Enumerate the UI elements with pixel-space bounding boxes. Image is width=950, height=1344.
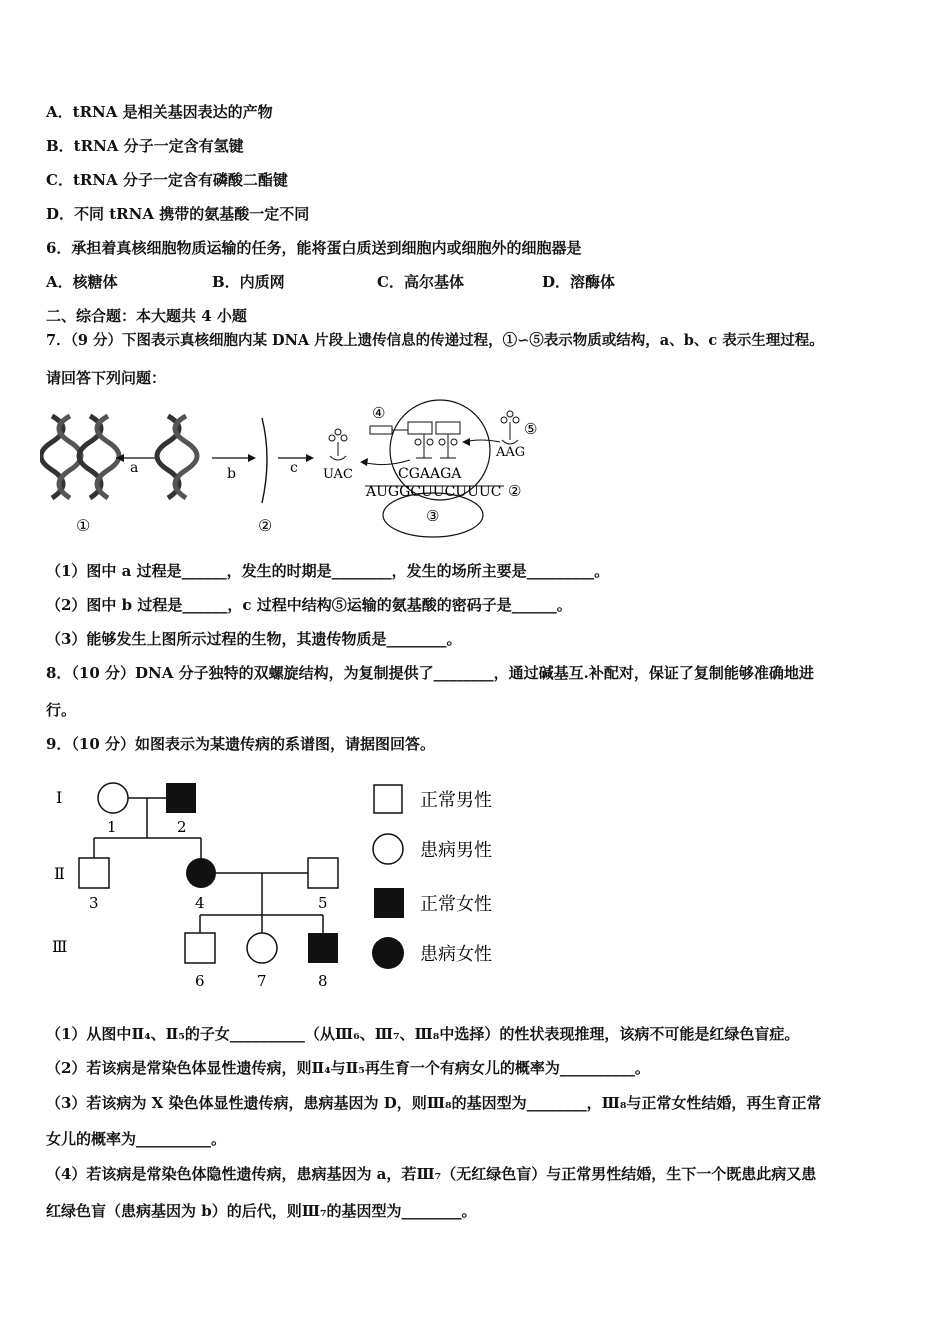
pedigree-individual-5 [308,858,338,888]
pedigree-individual-3 [79,858,109,888]
legend-affected-female-symbol [372,937,404,969]
pedigree-individual-1 [98,783,128,813]
trna-ribosome-1 [415,434,433,458]
trna-right [501,411,519,444]
legend-normal-female-symbol [374,888,404,918]
q7-transcription-translation-figure [40,398,560,543]
section2-heading: 二、综合题：本大题共 4 小题 [46,307,247,325]
q9-pedigree-chart [46,770,526,1000]
q5-option-c: C．tRNA 分子一定含有磷酸二酯键 [46,171,288,189]
trna-left [329,429,347,460]
legend-normal-male-symbol [374,785,402,813]
q5-option-a: A．tRNA 是相关基因表达的产物 [46,103,273,121]
label-a: a [130,460,139,476]
label-num1: ① [76,516,91,535]
trna-ribosome-2 [439,434,457,458]
q6-option-d: D．溶酶体 [542,273,616,291]
id-4: 4 [195,894,205,912]
id-6: 6 [195,972,205,990]
id-8: 8 [318,972,328,990]
q5-option-d: D．不同 tRNA 携带的氨基酸一定不同 [46,205,310,223]
gen-label-3: Ⅲ [52,937,68,956]
label-num2: ② [258,516,273,535]
legend-normal-male: 正常男性 [420,790,492,811]
dna-helix-2 [79,416,119,498]
pedigree-individual-6 [185,933,215,963]
q9-sub1: （1）从图中Ⅱ₄、Ⅱ₅的子女__________（从Ⅲ₆、Ⅲ₇、Ⅲ₈中选择）的性状表现推理，该病不可能是红绿色盲症。 [46,1025,800,1043]
pedigree-individual-8 [308,933,338,963]
q8-line2: 行。 [46,701,77,719]
label-b: b [227,466,236,482]
legend-normal-female: 正常女性 [420,894,492,915]
q7-stem-line2: 请回答下列问题： [46,369,167,387]
label-num3: ③ [426,507,440,525]
q7-stem-line1: 7．（9 分）下图表示真核细胞内某 DNA 片段上遗传信息的传递过程，①∽⑤表示物质或结构，a、b、c 表示生理过程。 [46,332,824,349]
q7-sub3: （3）能够发生上图所示过程的生物，其遗传物质是________。 [46,630,462,648]
id-1: 1 [107,818,117,836]
anticodon-left: UAC [323,467,353,482]
q9-sub3-line1: （3）若该病为 X 染色体显性遗传病，患病基因为 D，则Ⅲ₈的基因型为________，Ⅲ₈与正常女性结婚，再生育正常 [46,1094,822,1112]
legend-affected-male-symbol [373,834,403,864]
q7-sub2: （2）图中 b 过程是______，c 过程中结构⑤运输的氨基酸的密码子是______。 [46,596,572,614]
q8-line1: 8．（10 分）DNA 分子独特的双螺旋结构，为复制提供了________，通过碱基互.补配对，保证了复制能够准确地进 [46,664,814,682]
q6-option-c: C．高尔基体 [377,273,464,291]
gen-label-2: Ⅱ [54,864,65,883]
id-5: 5 [318,894,328,912]
q9-stem: 9．（10 分）如图表示为某遗传病的系谱图，请据图回答。 [46,735,436,753]
gen-label-1: Ⅰ [56,788,63,807]
ribosome-anticodons: CGAAGA [398,466,462,482]
q6-stem: 6．承担着真核细胞物质运输的任务，能将蛋白质送到细胞内或细胞外的细胞器是 [46,239,582,257]
legend-affected-female: 患病女性 [420,944,492,965]
q9-sub3-line2: 女儿的概率为__________。 [46,1130,227,1148]
q6-option-a: A．核糖体 [46,273,118,291]
label-num2-side: ② [508,482,522,500]
q7-sub1: （1）图中 a 过程是______，发生的时期是________，发生的场所主要是_________。 [46,562,610,580]
pedigree-individual-4 [186,858,216,888]
pedigree-individual-2 [166,783,196,813]
label-num5: ⑤ [524,420,538,438]
id-3: 3 [89,894,99,912]
dna-helix-1 [41,416,81,498]
pedigree-individual-7 [247,933,277,963]
id-7: 7 [257,972,267,990]
q5-option-b: B．tRNA 分子一定含有氢键 [46,137,244,155]
polypeptide-chain [370,426,392,434]
id-2: 2 [177,818,187,836]
legend-affected-male: 患病男性 [420,840,492,861]
label-c: c [290,460,298,476]
q9-sub2: （2）若该病是常染色体显性遗传病，则Ⅱ₄与Ⅱ₅再生育一个有病女儿的概率为__________。 [46,1059,650,1077]
dna-helix-3 [157,416,197,498]
q6-option-b: B．内质网 [212,273,285,291]
mrna-sequence: AUGGCUUCUUUC [366,484,502,500]
q9-sub4-line2: 红绿色盲（患病基因为 b）的后代，则Ⅲ₇的基因型为________。 [46,1202,477,1220]
label-num4: ④ [372,404,386,422]
q9-sub4-line1: （4）若该病是常染色体隐性遗传病，患病基因为 a，若Ⅲ₇（无红绿色盲）与正常男性结婚，生下一个既患此病又患 [46,1165,817,1183]
anticodon-right: AAG [496,445,526,460]
mrna-strand [262,418,267,503]
